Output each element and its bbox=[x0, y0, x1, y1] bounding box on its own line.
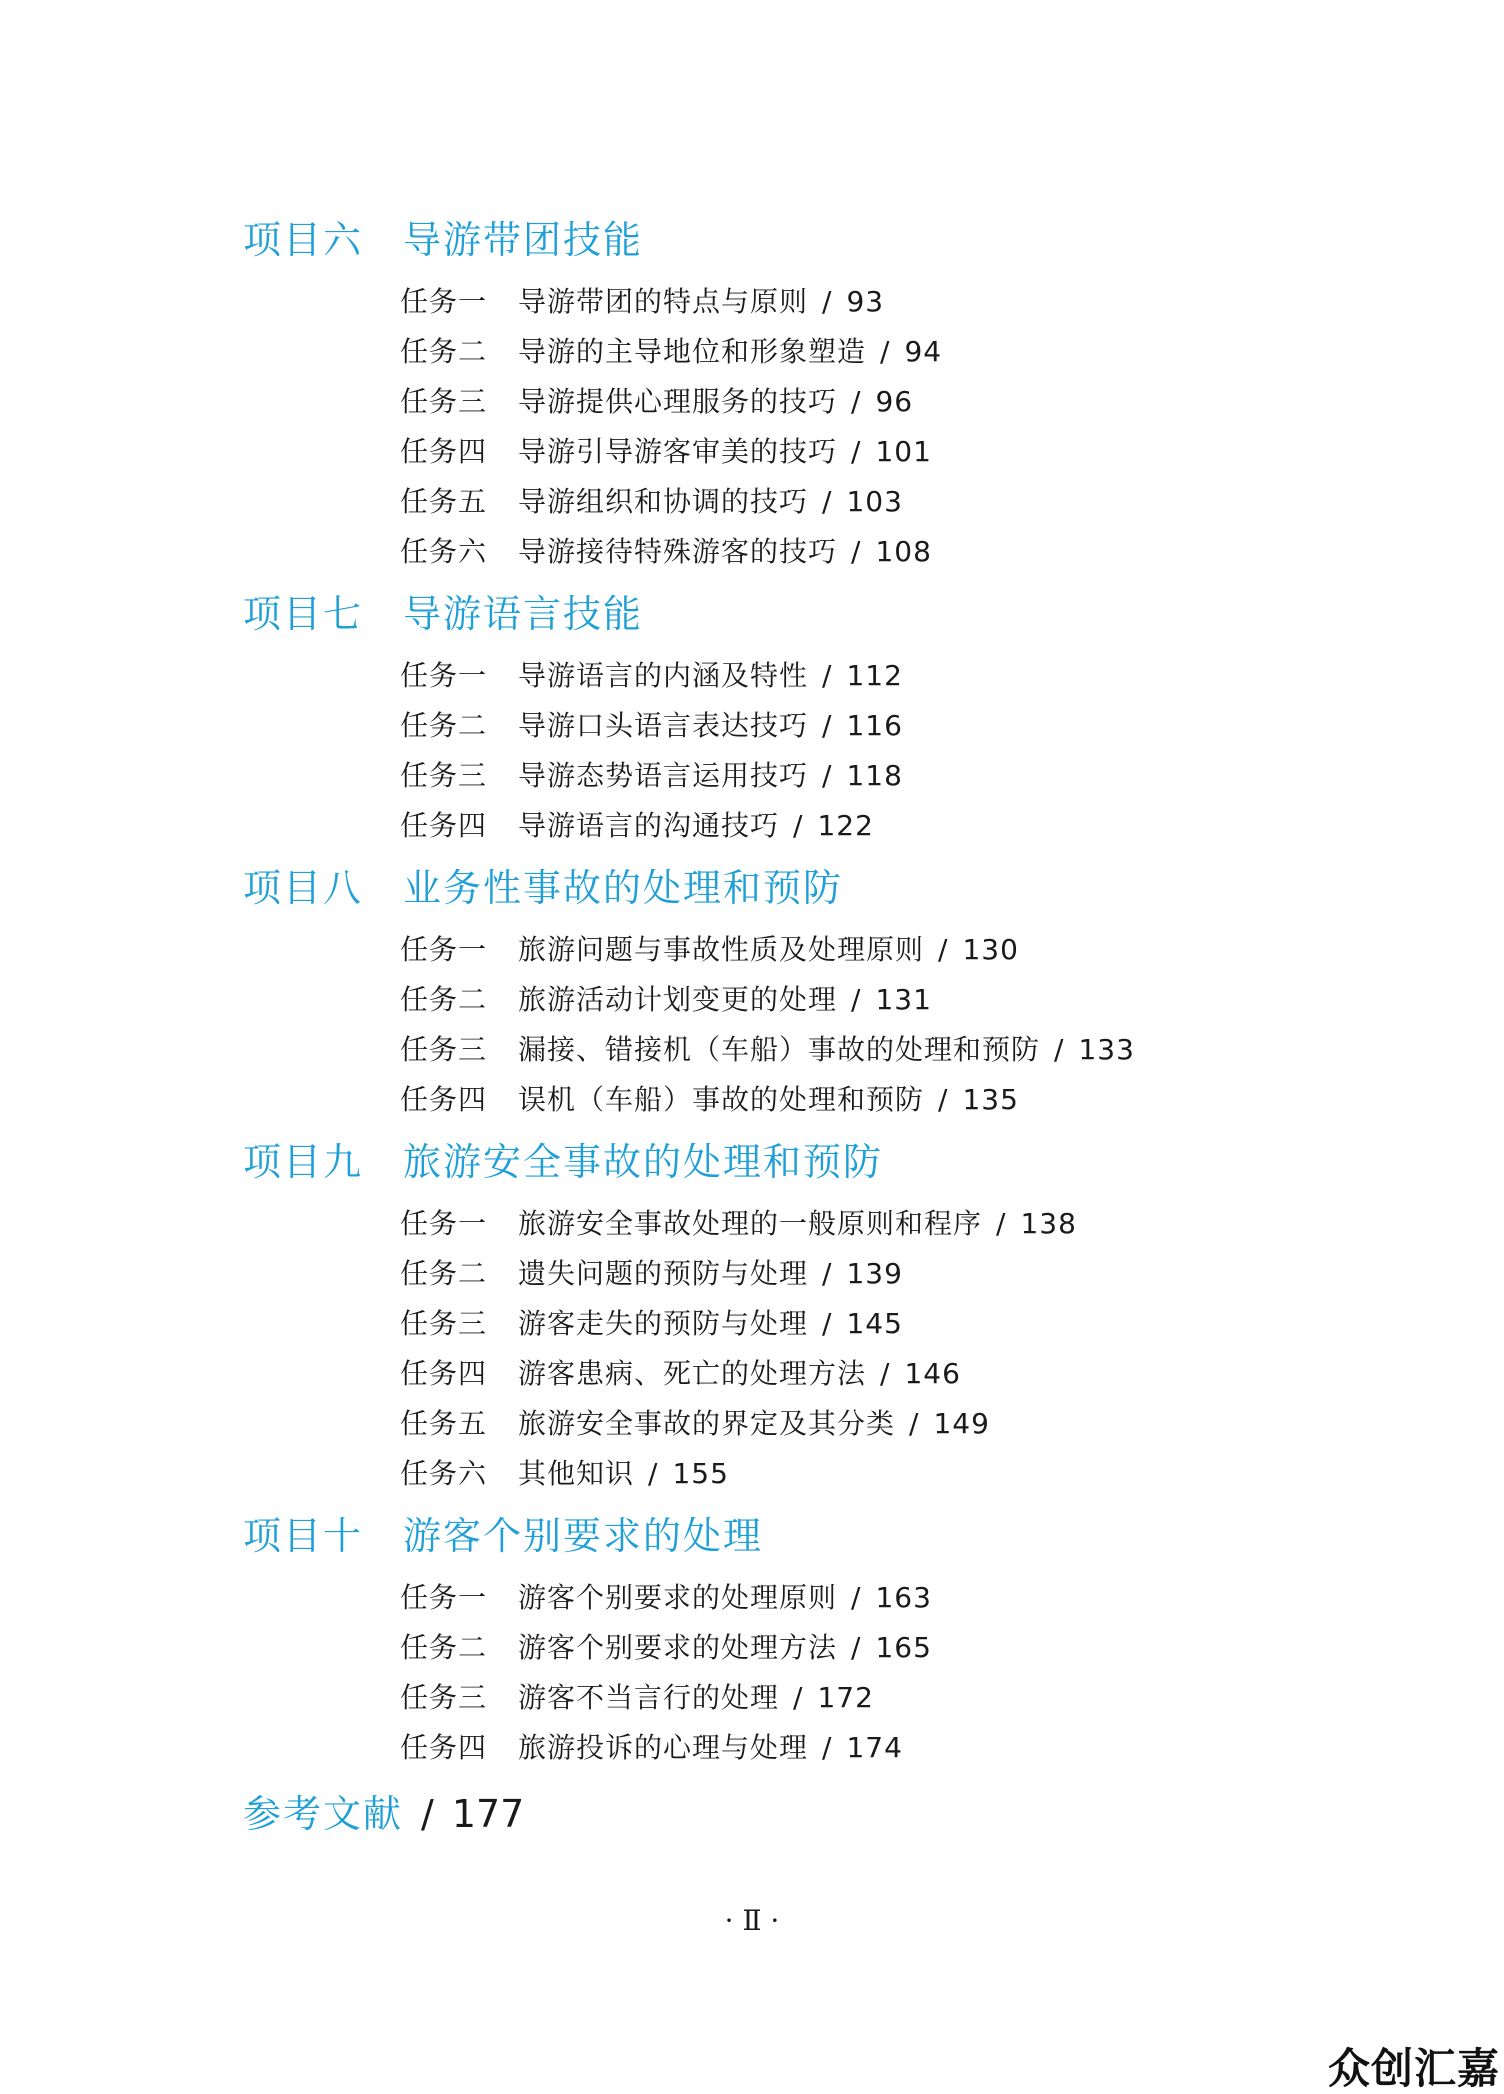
toc-entry[interactable] bbox=[400, 982, 932, 1018]
task-number: 任务二 bbox=[400, 983, 488, 1016]
task-number: 任务三 bbox=[400, 1307, 488, 1340]
task-title: 误机（车船）事故的处理和预防 bbox=[518, 1083, 925, 1116]
toc-entry[interactable] bbox=[400, 1580, 932, 1616]
task-number: 任务四 bbox=[400, 1731, 488, 1764]
separator: / bbox=[938, 1083, 949, 1116]
separator: / bbox=[793, 809, 804, 842]
page-number: 172 bbox=[817, 1681, 874, 1714]
separator: / bbox=[938, 933, 949, 966]
page-number: 174 bbox=[846, 1731, 903, 1764]
separator: / bbox=[822, 285, 833, 318]
separator: / bbox=[822, 1307, 833, 1340]
task-number: 任务四 bbox=[400, 809, 488, 842]
task-title: 导游态势语言运用技巧 bbox=[518, 759, 809, 792]
toc-entry[interactable] bbox=[400, 484, 903, 520]
page-number: 96 bbox=[875, 385, 914, 418]
project-title: 旅游安全事故的处理和预防 bbox=[403, 1140, 884, 1184]
task-title: 旅游活动计划变更的处理 bbox=[518, 983, 838, 1016]
separator: / bbox=[822, 709, 833, 742]
project-title: 导游语言技能 bbox=[403, 592, 644, 636]
task-title: 游客个别要求的处理原则 bbox=[518, 1581, 838, 1614]
project-number: 项目八 bbox=[243, 866, 364, 910]
page-number: 94 bbox=[904, 335, 943, 368]
page-number: 138 bbox=[1020, 1207, 1077, 1240]
project-number: 项目十 bbox=[243, 1514, 364, 1558]
task-title: 导游口头语言表达技巧 bbox=[518, 709, 809, 742]
project-heading bbox=[243, 1138, 883, 1186]
toc-entry[interactable] bbox=[400, 1456, 729, 1492]
project-number: 项目九 bbox=[243, 1140, 364, 1184]
page-number: 146 bbox=[904, 1357, 961, 1390]
project-number: 项目六 bbox=[243, 218, 364, 262]
references-entry[interactable] bbox=[243, 1790, 524, 1838]
toc-entry[interactable] bbox=[400, 534, 932, 570]
task-title: 游客不当言行的处理 bbox=[518, 1681, 780, 1714]
separator: / bbox=[880, 1357, 891, 1390]
separator: / bbox=[822, 759, 833, 792]
toc-entry[interactable] bbox=[400, 1082, 1019, 1118]
toc-entry[interactable] bbox=[400, 1256, 903, 1292]
project-heading bbox=[243, 1512, 763, 1560]
toc-entry[interactable] bbox=[400, 932, 1019, 968]
toc-entry[interactable] bbox=[400, 1730, 903, 1766]
separator: / bbox=[851, 1581, 862, 1614]
toc-entry[interactable] bbox=[400, 1406, 990, 1442]
task-number: 任务一 bbox=[400, 659, 488, 692]
separator: / bbox=[822, 1731, 833, 1764]
toc-entry[interactable] bbox=[400, 334, 942, 370]
task-number: 任务四 bbox=[400, 435, 488, 468]
page-folio: · Ⅱ · bbox=[724, 1904, 780, 1937]
page-number: 163 bbox=[875, 1581, 932, 1614]
task-title: 游客患病、死亡的处理方法 bbox=[518, 1357, 867, 1390]
separator: / bbox=[851, 385, 862, 418]
task-number: 任务四 bbox=[400, 1357, 488, 1390]
task-title: 导游接待特殊游客的技巧 bbox=[518, 535, 838, 568]
task-title: 导游语言的内涵及特性 bbox=[518, 659, 809, 692]
separator: / bbox=[822, 485, 833, 518]
separator: / bbox=[851, 435, 862, 468]
page-number: 118 bbox=[846, 759, 903, 792]
task-number: 任务一 bbox=[400, 933, 488, 966]
page-number: 130 bbox=[962, 933, 1019, 966]
references-title: 参考文献 bbox=[243, 1792, 404, 1836]
toc-entry[interactable] bbox=[400, 1306, 903, 1342]
page-number: 131 bbox=[875, 983, 932, 1016]
page-number: 177 bbox=[451, 1792, 525, 1836]
page-number: 116 bbox=[846, 709, 903, 742]
separator: / bbox=[822, 1257, 833, 1290]
task-number: 任务三 bbox=[400, 759, 488, 792]
task-title: 游客个别要求的处理方法 bbox=[518, 1631, 838, 1664]
project-title: 游客个别要求的处理 bbox=[403, 1514, 764, 1558]
task-title: 旅游投诉的心理与处理 bbox=[518, 1731, 809, 1764]
separator: / bbox=[851, 1631, 862, 1664]
page-number: 93 bbox=[846, 285, 885, 318]
project-heading bbox=[243, 216, 643, 264]
separator: / bbox=[909, 1407, 920, 1440]
project-title: 业务性事故的处理和预防 bbox=[403, 866, 844, 910]
separator: / bbox=[648, 1457, 659, 1490]
separator: / bbox=[822, 659, 833, 692]
task-title: 旅游问题与事故性质及处理原则 bbox=[518, 933, 925, 966]
toc-entry[interactable] bbox=[400, 758, 903, 794]
task-number: 任务六 bbox=[400, 535, 488, 568]
toc-entry[interactable] bbox=[400, 434, 932, 470]
page-number: 103 bbox=[846, 485, 903, 518]
task-title: 导游提供心理服务的技巧 bbox=[518, 385, 838, 418]
separator: / bbox=[851, 983, 862, 1016]
task-number: 任务三 bbox=[400, 385, 488, 418]
page-number: 165 bbox=[875, 1631, 932, 1664]
task-title: 游客走失的预防与处理 bbox=[518, 1307, 809, 1340]
toc-entry[interactable] bbox=[400, 1630, 932, 1666]
task-title: 导游组织和协调的技巧 bbox=[518, 485, 809, 518]
page-number: 155 bbox=[672, 1457, 729, 1490]
task-title: 漏接、错接机（车船）事故的处理和预防 bbox=[518, 1033, 1041, 1066]
page-number: 135 bbox=[962, 1083, 1019, 1116]
page-number: 133 bbox=[1078, 1033, 1135, 1066]
toc-entry[interactable] bbox=[400, 808, 874, 844]
page-number: 108 bbox=[875, 535, 932, 568]
task-number: 任务三 bbox=[400, 1033, 488, 1066]
task-number: 任务二 bbox=[400, 1257, 488, 1290]
project-heading bbox=[243, 590, 643, 638]
page-number: 122 bbox=[817, 809, 874, 842]
separator: / bbox=[793, 1681, 804, 1714]
task-number: 任务一 bbox=[400, 1207, 488, 1240]
separator: / bbox=[1054, 1033, 1065, 1066]
task-title: 导游的主导地位和形象塑造 bbox=[518, 335, 867, 368]
task-number: 任务一 bbox=[400, 1581, 488, 1614]
task-title: 导游带团的特点与原则 bbox=[518, 285, 809, 318]
task-number: 任务五 bbox=[400, 1407, 488, 1440]
task-number: 任务四 bbox=[400, 1083, 488, 1116]
separator: / bbox=[851, 535, 862, 568]
task-title: 其他知识 bbox=[518, 1457, 635, 1490]
project-number: 项目七 bbox=[243, 592, 364, 636]
task-title: 旅游安全事故处理的一般原则和程序 bbox=[518, 1207, 983, 1240]
task-number: 任务三 bbox=[400, 1681, 488, 1714]
toc-entry[interactable] bbox=[400, 708, 903, 744]
task-number: 任务五 bbox=[400, 485, 488, 518]
separator: / bbox=[996, 1207, 1007, 1240]
task-title: 导游语言的沟通技巧 bbox=[518, 809, 780, 842]
task-number: 任务二 bbox=[400, 335, 488, 368]
toc-entry[interactable] bbox=[400, 284, 884, 320]
toc-entry[interactable] bbox=[400, 384, 913, 420]
page-number: 101 bbox=[875, 435, 932, 468]
page-number: 112 bbox=[846, 659, 903, 692]
toc-entry[interactable] bbox=[400, 1356, 961, 1392]
task-number: 任务二 bbox=[400, 709, 488, 742]
task-number: 任务二 bbox=[400, 1631, 488, 1664]
toc-entry[interactable] bbox=[400, 1206, 1077, 1242]
toc-entry[interactable] bbox=[400, 658, 903, 694]
task-number: 任务六 bbox=[400, 1457, 488, 1490]
page-number: 139 bbox=[846, 1257, 903, 1290]
project-heading bbox=[243, 864, 843, 912]
separator: / bbox=[880, 335, 891, 368]
task-title: 遗失问题的预防与处理 bbox=[518, 1257, 809, 1290]
toc-entry[interactable] bbox=[400, 1032, 1135, 1068]
page-number: 149 bbox=[933, 1407, 990, 1440]
toc-entry[interactable] bbox=[400, 1680, 874, 1716]
page-number: 145 bbox=[846, 1307, 903, 1340]
task-title: 导游引导游客审美的技巧 bbox=[518, 435, 838, 468]
task-number: 任务一 bbox=[400, 285, 488, 318]
project-title: 导游带团技能 bbox=[403, 218, 644, 262]
task-title: 旅游安全事故的界定及其分类 bbox=[518, 1407, 896, 1440]
separator: / bbox=[421, 1792, 434, 1836]
watermark-logo: 众创汇嘉 bbox=[1327, 2044, 1500, 2093]
